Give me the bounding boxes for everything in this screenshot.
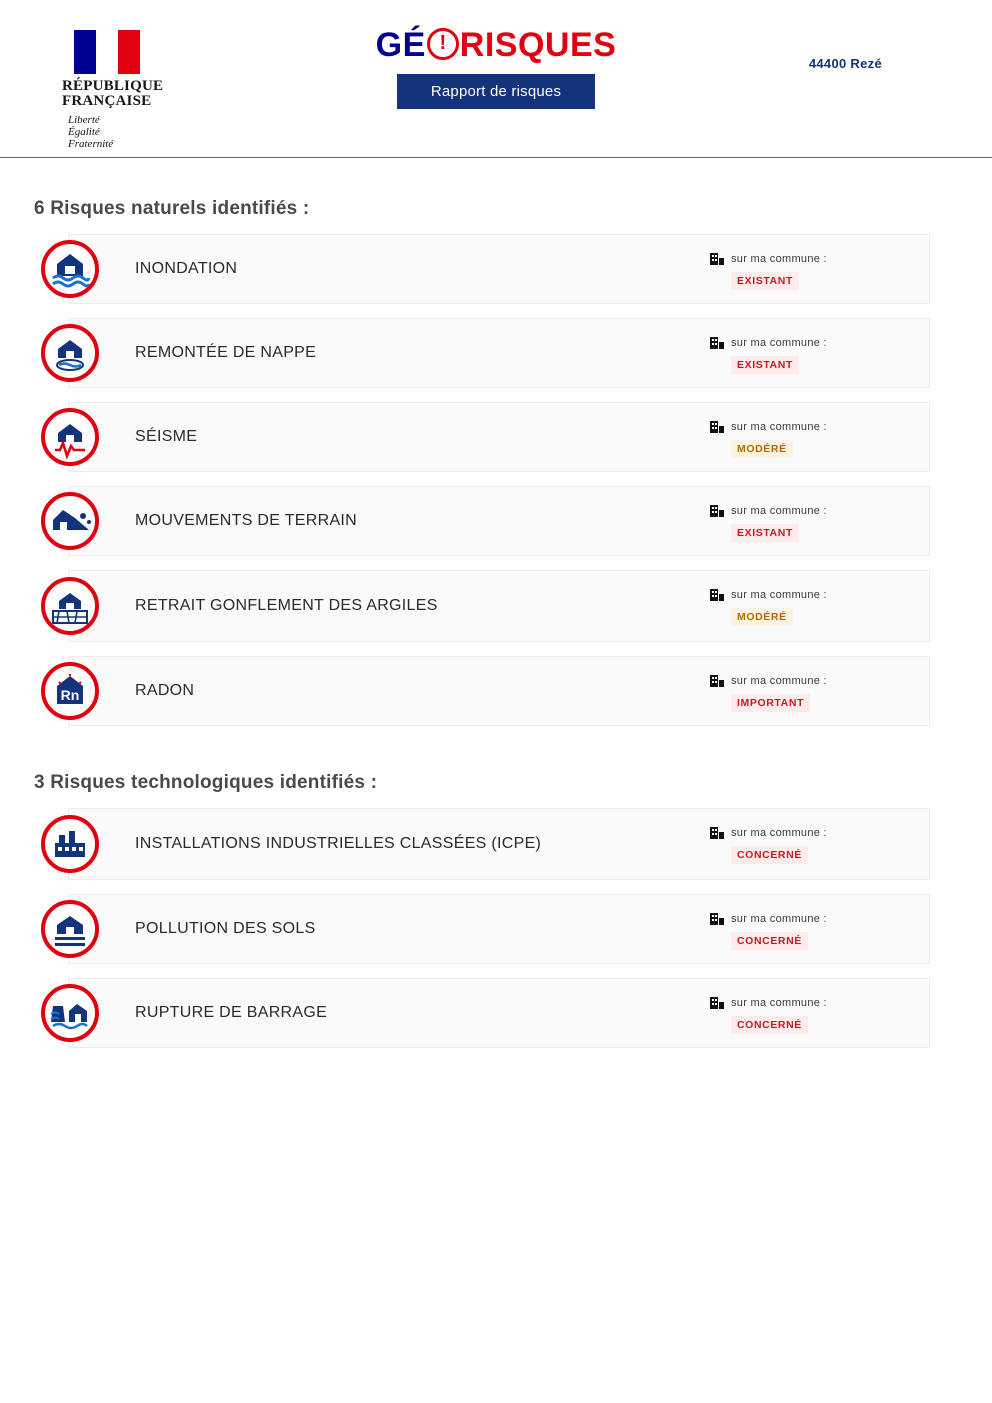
status-badge: EXISTANT bbox=[731, 356, 799, 374]
scope-line bbox=[709, 503, 939, 519]
page-header bbox=[0, 0, 992, 158]
rupture-barrage-icon bbox=[41, 984, 99, 1042]
scope-text: sur ma commune : bbox=[731, 421, 827, 433]
warning-circle-icon bbox=[427, 28, 459, 60]
devise bbox=[68, 114, 252, 150]
risk-label: RETRAIT GONFLEMENT DES ARGILES bbox=[135, 597, 438, 614]
risk-label: RUPTURE DE BARRAGE bbox=[135, 1004, 328, 1021]
risk-label: SÉISME bbox=[135, 428, 198, 445]
scope-text: sur ma commune : bbox=[731, 337, 827, 349]
seisme-icon bbox=[41, 408, 99, 466]
scope-text: sur ma commune : bbox=[731, 827, 827, 839]
risk-row-rupture-de-barrage[interactable] bbox=[68, 978, 930, 1048]
risk-row-remontee-de-nappe[interactable] bbox=[68, 318, 930, 388]
status-badge: MODÉRÉ bbox=[731, 440, 793, 458]
commune-building-icon bbox=[709, 995, 725, 1011]
risk-row-seisme[interactable] bbox=[68, 402, 930, 472]
retrait-gonflement-argiles-icon bbox=[41, 577, 99, 635]
commune-building-icon bbox=[709, 911, 725, 927]
devise-liberte: Liberté bbox=[68, 114, 100, 126]
devise-egalite: Égalité bbox=[68, 126, 100, 138]
commune-code-label: 44400 Rezé bbox=[808, 56, 882, 71]
brand-ge-text: GÉ bbox=[375, 26, 426, 64]
risk-label: RADON bbox=[135, 682, 195, 699]
status-badge: EXISTANT bbox=[731, 272, 799, 290]
commune-building-icon bbox=[709, 335, 725, 351]
commune-building-icon bbox=[709, 587, 725, 603]
status-badge: CONCERNÉ bbox=[731, 846, 808, 864]
scope-line bbox=[709, 587, 939, 603]
risk-status bbox=[709, 911, 939, 950]
risk-status bbox=[709, 251, 939, 290]
commune-building-icon bbox=[709, 251, 725, 267]
risk-label: POLLUTION DES SOLS bbox=[135, 920, 316, 937]
radon-icon bbox=[41, 662, 99, 720]
icpe-icon bbox=[41, 815, 99, 873]
inondation-icon bbox=[41, 240, 99, 298]
brand-risques-text: RISQUES bbox=[459, 26, 617, 64]
technological-risks-list bbox=[68, 808, 930, 1048]
scope-text: sur ma commune : bbox=[731, 675, 827, 687]
rapport-de-risques-button[interactable]: Rapport de risques bbox=[397, 74, 595, 109]
section-title-technological: 3 Risques technologiques identifiés : bbox=[34, 772, 378, 793]
risk-row-mouvements-de-terrain[interactable] bbox=[68, 486, 930, 556]
status-badge: CONCERNÉ bbox=[731, 932, 808, 950]
status-badge: CONCERNÉ bbox=[731, 1016, 808, 1034]
risk-status bbox=[709, 335, 939, 374]
report-content bbox=[0, 158, 992, 1048]
risk-row-retrait-gonflement-des-argiles[interactable] bbox=[68, 570, 930, 642]
risk-label: INONDATION bbox=[135, 260, 238, 277]
pollution-sols-icon bbox=[41, 900, 99, 958]
risk-status bbox=[709, 587, 939, 626]
scope-line bbox=[709, 419, 939, 435]
risk-row-inondation[interactable] bbox=[68, 234, 930, 304]
risk-row-radon[interactable] bbox=[60, 656, 930, 726]
risk-status bbox=[709, 825, 939, 864]
risk-status bbox=[709, 673, 939, 712]
scope-line bbox=[709, 825, 939, 841]
risk-label: MOUVEMENTS DE TERRAIN bbox=[135, 512, 358, 529]
risk-status bbox=[709, 503, 939, 542]
republic-line-1: RÉPUBLIQUE bbox=[62, 78, 164, 94]
scope-text: sur ma commune : bbox=[731, 589, 827, 601]
risk-label: REMONTÉE DE NAPPE bbox=[135, 344, 317, 361]
status-badge: MODÉRÉ bbox=[731, 608, 793, 626]
mouvements-terrain-icon bbox=[41, 492, 99, 550]
scope-text: sur ma commune : bbox=[731, 913, 827, 925]
risk-label: INSTALLATIONS INDUSTRIELLES CLASSÉES (ICPE) bbox=[135, 835, 542, 852]
svg-text:Rn: Rn bbox=[60, 687, 80, 703]
risk-row-icpe[interactable] bbox=[68, 808, 930, 880]
commune-building-icon bbox=[709, 825, 725, 841]
commune-building-icon bbox=[709, 503, 725, 519]
risk-status bbox=[709, 995, 939, 1034]
republic-line-2: FRANÇAISE bbox=[62, 93, 152, 109]
scope-line bbox=[709, 251, 939, 267]
commune-building-icon bbox=[709, 419, 725, 435]
commune-building-icon bbox=[709, 673, 725, 689]
scope-text: sur ma commune : bbox=[731, 505, 827, 517]
scope-line bbox=[709, 911, 939, 927]
risk-row-pollution-des-sols[interactable] bbox=[68, 894, 930, 964]
risk-status bbox=[709, 419, 939, 458]
devise-fraternite: Fraternité bbox=[68, 138, 114, 150]
status-badge: EXISTANT bbox=[731, 524, 799, 542]
remontee-nappe-icon bbox=[41, 324, 99, 382]
scope-line bbox=[709, 335, 939, 351]
natural-risks-list bbox=[60, 234, 930, 726]
scope-text: sur ma commune : bbox=[731, 997, 827, 1009]
scope-text: sur ma commune : bbox=[731, 253, 827, 265]
scope-line bbox=[709, 995, 939, 1011]
section-title-natural: 6 Risques naturels identifiés : bbox=[34, 198, 310, 219]
status-badge: IMPORTANT bbox=[731, 694, 810, 712]
scope-line bbox=[709, 673, 939, 689]
